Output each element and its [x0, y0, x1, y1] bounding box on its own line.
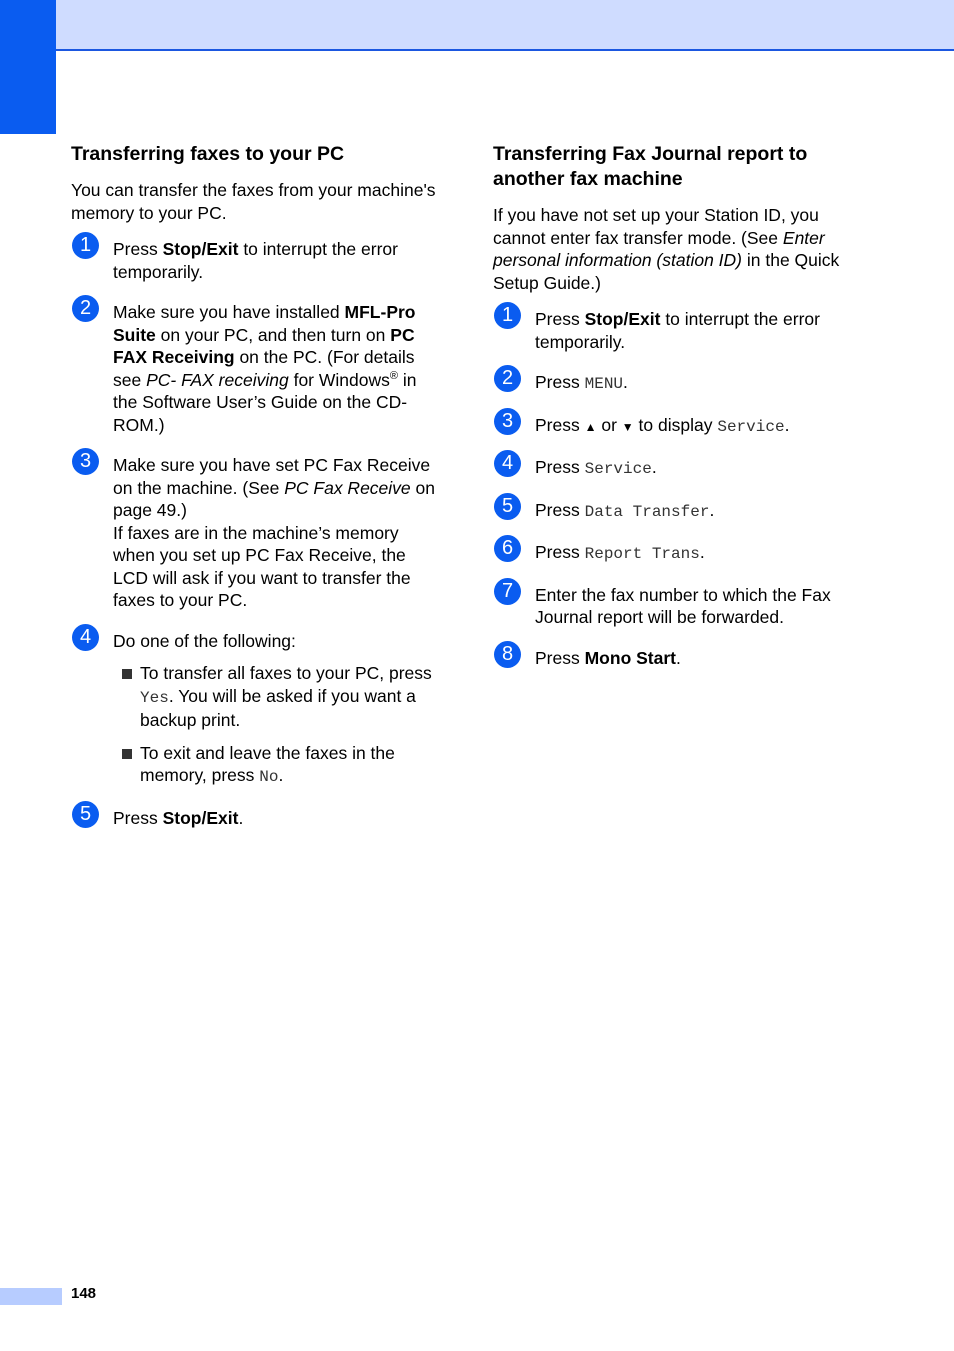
section-heading-journal: Transferring Fax Journal report to another fax machine	[493, 143, 808, 190]
step-2: 2 Press MENU.	[493, 371, 865, 396]
bullet-square-icon	[122, 669, 132, 679]
step-5: 5 Press Stop/Exit.	[71, 807, 439, 830]
step-number-2-icon: 2	[72, 295, 99, 322]
up-arrow-icon: ▲	[584, 419, 597, 434]
left-column	[71, 142, 439, 847]
bullet-square-icon	[122, 749, 132, 759]
step-5: 5 Press Data Transfer.	[493, 499, 865, 524]
step-number-4-icon: 4	[72, 624, 99, 651]
step-number-3-icon: 3	[494, 408, 521, 435]
chapter-tab	[0, 0, 56, 134]
step-number-6-icon: 6	[494, 535, 521, 562]
step-number-7-icon: 7	[494, 578, 521, 605]
step-number-1-icon: 1	[494, 302, 521, 329]
step-number-3-icon: 3	[72, 448, 99, 475]
step-6: 6 Press Report Trans.	[493, 541, 865, 566]
step-number-4-icon: 4	[494, 450, 521, 477]
step-8: 8 Press Mono Start.	[493, 647, 865, 670]
header-band	[0, 0, 954, 51]
step-number-5-icon: 5	[494, 493, 521, 520]
step-3: 3 Make sure you have set PC Fax Receive on the machine. (See PC Fax Receive on page 49.) If faxes are in the machine’s memory when you set up PC Fax Receive, the LCD will ask if you want to transfer the faxes to your PC.	[71, 454, 439, 612]
step-number-8-icon: 8	[494, 641, 521, 668]
right-column	[493, 142, 865, 687]
footer-band	[0, 1288, 62, 1305]
step-7: 7 Enter the fax number to which the Fax Journal report will be forwarded.	[493, 584, 865, 629]
step-1: 1 Press Stop/Exit to interrupt the error temporarily.	[71, 238, 439, 283]
step-number-5-icon: 5	[72, 801, 99, 828]
page-number: 148	[71, 1285, 97, 1302]
step-number-1-icon: 1	[72, 232, 99, 259]
option-exit: To exit and leave the faxes in the memory, press No.	[113, 742, 439, 789]
down-arrow-icon: ▼	[621, 419, 634, 434]
section-heading-pc: Transferring faxes to your PC	[71, 143, 345, 165]
step-number-2-icon: 2	[494, 365, 521, 392]
step-1: 1 Press Stop/Exit to interrupt the error temporarily.	[493, 308, 865, 353]
step-4: 4 Press Service.	[493, 456, 865, 481]
step-3: 3 Press ▲ or ▼ to display Service.	[493, 414, 865, 439]
option-transfer-all: To transfer all faxes to your PC, press Yes. You will be asked if you want a backup print.	[113, 662, 439, 732]
intro-text: You can transfer the faxes from your machine's memory to your PC.	[71, 180, 436, 223]
step-4: 4 Do one of the following: To transfer all faxes to your PC, press Yes. You will be asked if you want a backup print. To exit and leave the faxes in the memory, press No.	[71, 630, 439, 789]
step-2: 2 Make sure you have installed MFL-Pro Suite on your PC, and then turn on PC FAX Receiving on the PC. (For details see PC- FAX receiving for Windows® in the Software User’s Guide on the CD-ROM.)	[71, 301, 439, 436]
intro-text: If you have not set up your Station ID, you cannot enter fax transfer mode. (See Enter personal information (station ID) in the Quick Setup Guide.)	[493, 205, 840, 293]
